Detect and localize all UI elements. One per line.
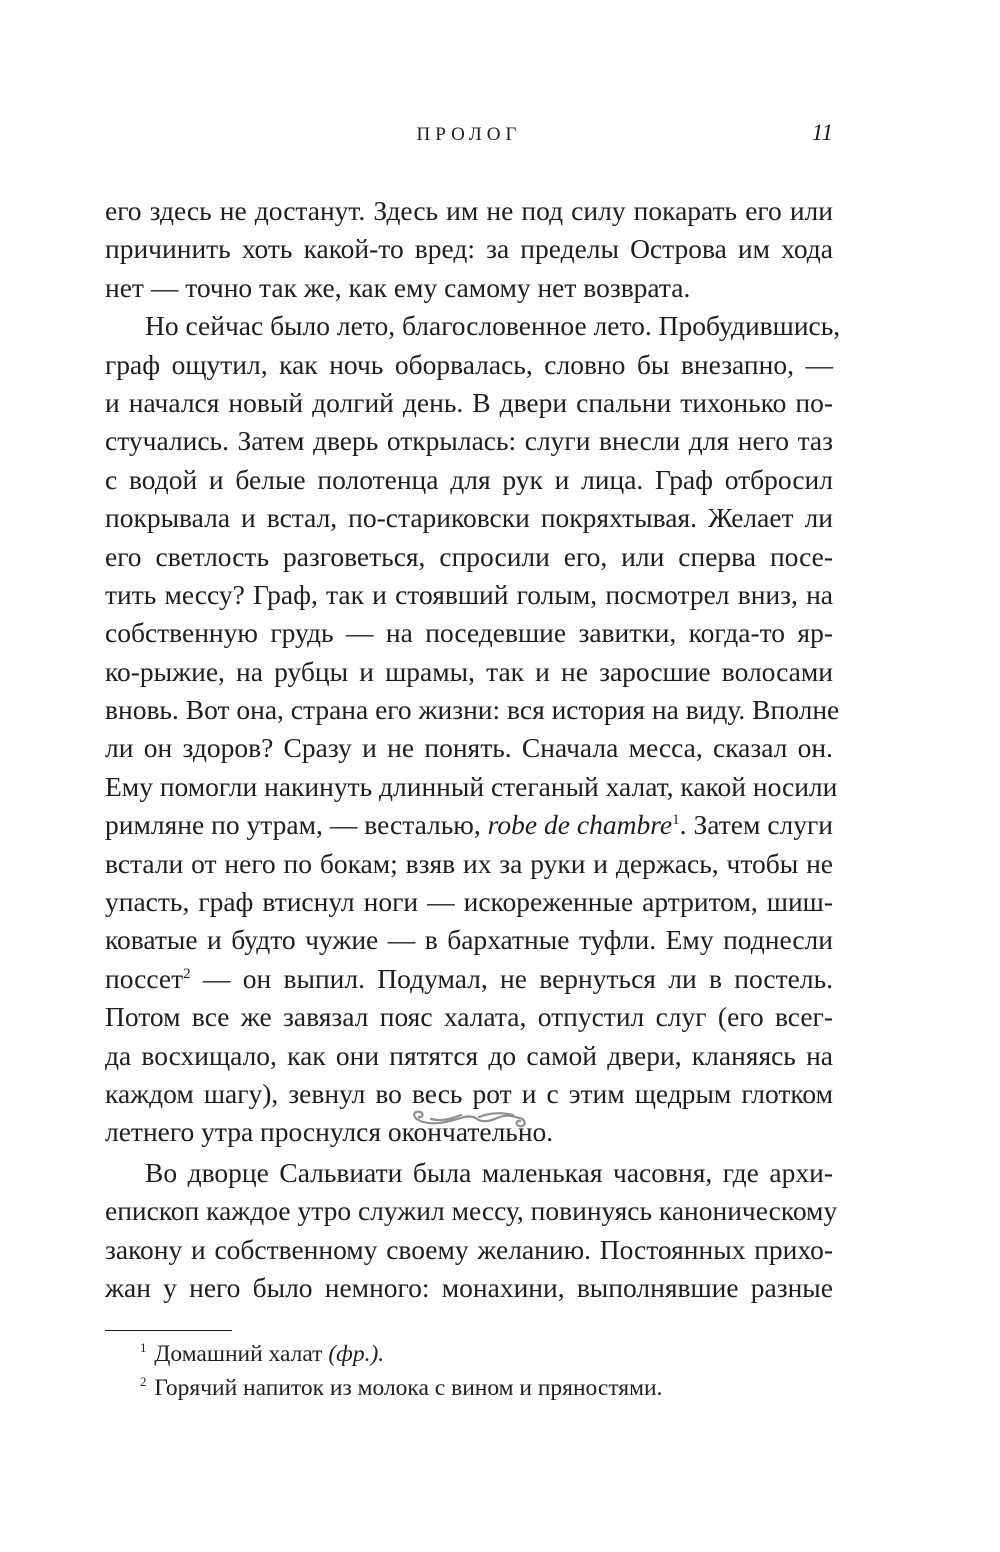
- italic-phrase: robe de chambre: [487, 809, 673, 841]
- text-line: закону и собственному своему желанию. Постоянных прихо-: [105, 1233, 833, 1265]
- text-line: Ему помогли накинуть длинный стеганый халат, какой носили: [105, 770, 838, 802]
- line-text-before: римляне по утрам, — весталью,: [105, 809, 488, 841]
- footnote-italic: (фр.).: [328, 1341, 385, 1367]
- text-line: граф ощутил, как ночь оборвалась, словно бы внезапно, —: [105, 348, 833, 380]
- text-line: стучались. Затем дверь открылась: слуги внесли для него таз: [105, 425, 833, 457]
- text-line: упасть, граф втиснул ноги — искореженные артритом, шиш-: [105, 886, 833, 918]
- footnote-marker: 1: [140, 1340, 147, 1355]
- text-line: коватые и будто чужие — в бархатные туфли. Ему поднесли: [105, 924, 833, 956]
- text-line: да восхищало, как они пятятся до самой двери, кланяясь на: [105, 1039, 833, 1071]
- text-line-with-footnote-2: [105, 960, 833, 998]
- line-text-before: поссет: [105, 962, 184, 994]
- footnote-ref-2[interactable]: 2: [183, 965, 191, 982]
- footnote-ref-1[interactable]: 1: [672, 812, 680, 829]
- text-line: ко-рыжие, на рубцы и шрамы, так и не заросшие волосами: [105, 655, 833, 687]
- text-line: Потом все же завязал пояс халата, отпустил слуг (его всег-: [105, 1001, 833, 1033]
- text-line: покрывала и встал, по-стариковски покряхтывая. Желает ли: [105, 502, 833, 534]
- text-line: собственную грудь — на поседевшие завитки, когда-то яр-: [105, 617, 833, 649]
- prose-section-2: [105, 1154, 838, 1308]
- text-line: вновь. Вот она, страна его жизни: вся история на виду. Вполне: [105, 694, 840, 726]
- prose-section-1: [105, 192, 841, 1152]
- text-line: летнего утра проснулся окончательно.: [105, 1116, 554, 1148]
- footnote-marker: 2: [140, 1374, 147, 1389]
- footnotes: [140, 1337, 840, 1405]
- running-title: ПРОЛОГ: [416, 124, 522, 145]
- footnote-2: [140, 1371, 840, 1405]
- text-line: с водой и белые полотенца для рук и лица. Граф отбросил: [105, 463, 833, 495]
- text-line: и начался новый долгий день. В двери спальни тихонько по-: [105, 386, 833, 418]
- line-text-after: — он выпил. Подумал, не вернуться ли в постель.: [190, 962, 833, 994]
- text-line: встали от него по бокам; взяв их за руки и держась, чтобы не: [105, 847, 833, 879]
- footnote-1: [140, 1337, 840, 1371]
- text-line: причинить хоть какой-то вред: за пределы Острова им хода: [105, 233, 833, 265]
- text-line: нет — точно так же, как ему самому нет возврата.: [105, 271, 691, 303]
- text-line: тить мессу? Граф, так и стоявший голым, посмотрел вниз, на: [105, 578, 833, 610]
- text-line: его здесь не достанут. Здесь им не под силу покарать его или: [105, 195, 833, 226]
- text-line: жан у него было немного: монахини, выполнявшие разные: [105, 1272, 833, 1304]
- text-line: ли он здоров? Сразу и не понять. Сначала месса, сказал он.: [105, 732, 833, 764]
- text-line: епископ каждое утро служил мессу, повинуясь каноническому: [105, 1195, 838, 1227]
- running-head: [105, 118, 833, 148]
- text-line: Во дворце Сальвиати была маленькая часовня, где архи-: [145, 1157, 833, 1188]
- line-text-after: . Затем слуги: [679, 809, 834, 841]
- scroll-ornament-icon: [409, 1104, 529, 1134]
- footnote-text: Домашний халат: [148, 1341, 329, 1367]
- text-line: Но сейчас было лето, благословенное лето. Пробудившись,: [145, 310, 841, 342]
- text-line-with-footnote-1: [105, 806, 833, 844]
- page-number: 11: [811, 120, 833, 145]
- text-line: его светлость разговеться, спросили его, или сперва посе-: [105, 540, 833, 572]
- footnote-divider: [105, 1330, 232, 1331]
- footnote-text: Горячий напиток из молока с вином и пряностями.: [148, 1375, 663, 1401]
- text-line: каждом шагу), зевнул во весь рот и с этим щедрым глотком: [105, 1077, 833, 1109]
